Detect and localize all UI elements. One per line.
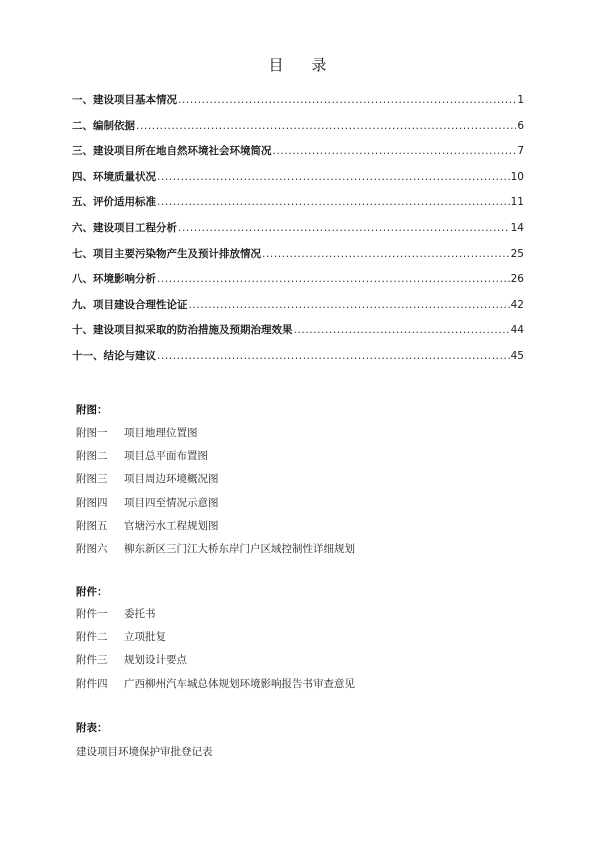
table-item: 建设项目环境保护审批登记表	[76, 746, 213, 758]
title-char-2: 录	[311, 56, 327, 74]
figure-item	[76, 541, 355, 564]
attachment-item	[76, 629, 355, 652]
toc-entry[interactable]	[72, 297, 524, 323]
toc-entry[interactable]	[72, 143, 524, 169]
toc-entry[interactable]	[72, 169, 524, 195]
toc-entry-label: 八、环境影响分析	[72, 273, 156, 286]
toc-leader	[294, 324, 510, 336]
figures-list	[76, 425, 355, 564]
figures-heading: 附图：	[76, 404, 108, 416]
toc-leader	[262, 248, 510, 260]
toc-leader	[157, 196, 510, 208]
figure-item	[76, 448, 355, 471]
figure-number: 附图六	[76, 542, 108, 555]
figure-title: 项目地理位置图	[124, 427, 198, 439]
toc-entry[interactable]	[72, 348, 524, 374]
toc-entry-page: 44	[510, 324, 524, 337]
attachment-title: 委托书	[124, 608, 156, 620]
figure-item	[76, 495, 355, 518]
figure-number: 附图四	[76, 496, 108, 509]
toc-entry-label: 二、编制依据	[72, 119, 135, 132]
toc-entry[interactable]	[72, 271, 524, 297]
toc-entry-label: 四、环境质量状况	[72, 170, 156, 183]
toc-leader	[136, 120, 516, 132]
toc-leader	[157, 171, 510, 183]
attachment-number: 附件三	[76, 654, 108, 667]
attachment-number: 附件四	[76, 677, 108, 690]
tables-heading: 附表：	[76, 722, 108, 734]
figure-number: 附图三	[76, 473, 108, 486]
attachment-number: 附件一	[76, 608, 108, 620]
figure-number: 附图二	[76, 450, 108, 463]
toc-entry-page: 26	[510, 273, 524, 286]
toc-leader	[189, 299, 510, 311]
toc-entry-label: 三、建设项目所在地自然环境社会环境简况	[72, 145, 272, 158]
figure-title: 官塘污水工程规划图	[124, 519, 219, 532]
figure-title: 项目总平面布置图	[124, 450, 208, 463]
toc-entry[interactable]	[72, 220, 524, 246]
attachments-list	[76, 606, 355, 699]
figure-title: 项目周边环境概况图	[124, 473, 219, 486]
figure-item	[76, 471, 355, 494]
toc-entry-label: 五、评价适用标准	[72, 196, 156, 209]
toc-leader	[157, 350, 510, 362]
toc-entry-label: 十一、结论与建议	[72, 349, 156, 362]
title-char-1: 目	[268, 56, 284, 74]
toc-entry[interactable]	[72, 194, 524, 220]
figure-title: 柳东新区三门江大桥东岸门户区域控制性详细规划	[124, 542, 355, 555]
page-title	[0, 54, 595, 75]
toc-entry[interactable]	[72, 92, 524, 118]
figure-title: 项目四至情况示意图	[124, 496, 219, 509]
attachment-title: 立项批复	[124, 631, 166, 644]
toc-entry[interactable]	[72, 246, 524, 272]
toc-entry-label: 六、建设项目工程分析	[72, 221, 177, 234]
table-of-contents	[72, 92, 524, 374]
toc-entry-label: 九、项目建设合理性论证	[72, 298, 188, 311]
toc-entry-page: 14	[510, 221, 524, 234]
toc-leader	[273, 145, 517, 157]
figure-item	[76, 425, 355, 448]
toc-entry-page: 25	[510, 247, 524, 260]
attachments-heading: 附件：	[76, 586, 108, 598]
attachment-item	[76, 676, 355, 699]
toc-entry-page: 45	[510, 349, 524, 362]
toc-entry-page: 10	[510, 170, 524, 183]
figure-number: 附图五	[76, 519, 108, 532]
toc-entry-label: 七、项目主要污染物产生及预计排放情况	[72, 247, 261, 260]
toc-entry[interactable]	[72, 322, 524, 348]
toc-leader	[157, 273, 510, 285]
toc-entry[interactable]	[72, 118, 524, 144]
toc-entry-page: 6	[517, 119, 524, 132]
toc-entry-page: 42	[510, 298, 524, 311]
attachment-title: 规划设计要点	[124, 654, 187, 667]
toc-entry-label: 十、建设项目拟采取的防治措施及预期治理效果	[72, 324, 293, 337]
toc-leader	[178, 94, 516, 106]
toc-entry-page: 11	[510, 196, 524, 209]
figure-item	[76, 518, 355, 541]
figure-number: 附图一	[76, 427, 108, 439]
toc-entry-page: 1	[517, 94, 524, 106]
attachment-item	[76, 652, 355, 675]
attachment-item	[76, 606, 355, 629]
attachment-title: 广西柳州汽车城总体规划环境影响报告书审查意见	[124, 677, 355, 690]
attachment-number: 附件二	[76, 631, 108, 644]
toc-entry-page: 7	[517, 145, 524, 158]
toc-entry-label: 一、建设项目基本情况	[72, 94, 177, 106]
toc-leader	[178, 222, 510, 234]
